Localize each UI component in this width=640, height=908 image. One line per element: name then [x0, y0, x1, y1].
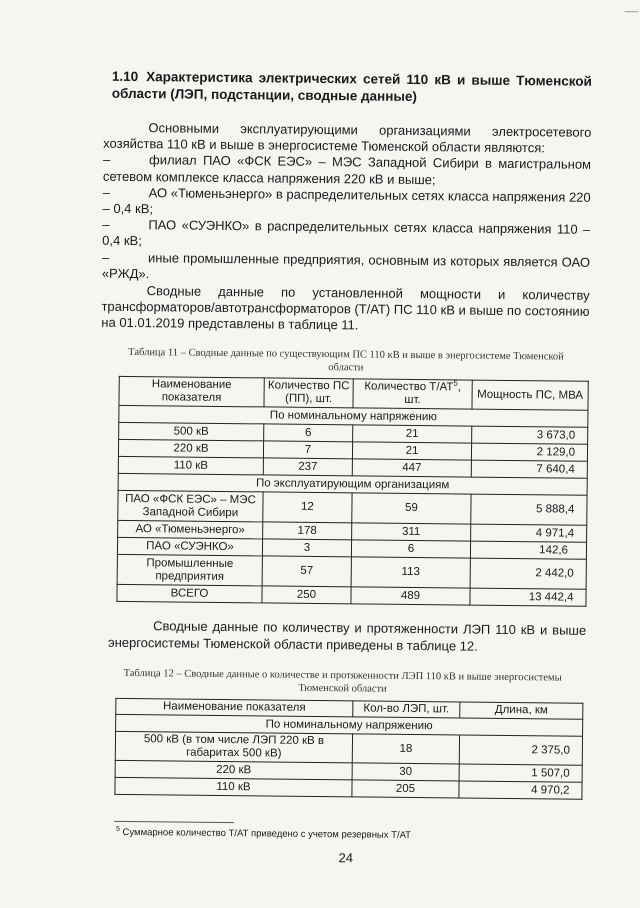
table-11 — [116, 376, 588, 607]
section-row: По эксплуатирующим организациям — [118, 473, 587, 495]
table-row: Промышленные предприятия 57 113 2 442,0 — [117, 554, 586, 589]
table-row: АО «Тюменьэнерго» 178 311 4 971,4 — [118, 520, 587, 542]
intro-paragraph: Основными эксплуатирующими организациями электросетевого хозяйства 110 кВ и выше в энергосистеме Тюменской области являются: — [103, 120, 592, 156]
table-row: ПАО «ФСК ЕЭС» – МЭС Западной Сибири 12 59 5 888,4 — [118, 490, 587, 525]
table-row: 500 кВ (в том числе ЛЭП 220 кВ в габаритах 500 кВ) 18 2 375,0 — [115, 731, 582, 765]
section-number: 1.10 — [111, 68, 139, 85]
table-row-total: ВСЕГО 250 489 13 442,4 — [117, 584, 586, 606]
section-row: По номинальному напряжению — [116, 714, 583, 736]
table12-intro-paragraph: Сводные данные по количеству и протяженности ЛЭП 110 кВ и выше энергосистемы Тюменской области приведены в таблице 12. — [107, 618, 587, 654]
table-row: 220 кВ 30 1 507,0 — [115, 760, 582, 782]
table-row: 110 кВ 237 447 7 640,4 — [118, 456, 587, 478]
header-name: Наименование показателя — [119, 376, 264, 407]
footnote — [116, 827, 576, 844]
header-count: Кол-во ЛЭП, шт. — [353, 701, 460, 718]
table-row: 500 кВ 6 21 3 673,0 — [119, 422, 588, 444]
table-row: ПАО «СУЭНКО» 3 6 142,6 — [117, 537, 586, 559]
corner-mark — [625, 11, 639, 12]
header-name: Наименование показателя — [116, 698, 353, 716]
list-item: – ПАО «СУЭНКО» в распределительных сетях класса напряжения 110 – 0,4 кВ; — [102, 216, 591, 249]
header-count: Количество ПС (ПП), шт. — [264, 378, 353, 408]
footnote-divider — [114, 821, 234, 823]
table12-caption: Таблица 12 – Сводные данные о количестве и протяженности ЛЭП 110 кВ и выше энергосистемы Тюменской области — [123, 667, 562, 695]
header-power: Мощность ПС, МВА — [472, 380, 588, 410]
list-item: – филиал ПАО «ФСК ЕЭС» – МЭС Западной Сибири в магистральном сетевом комплексе класса напряжения 220 кВ и выше; — [102, 152, 592, 187]
footnote-text: Суммарное количество Т/АТ приведено с учетом резервных Т/АТ — [122, 826, 412, 841]
list-item: – иные промышленные предприятия, основным из которых является ОАО «РЖД». — [101, 249, 591, 282]
section-title: Характеристика электрических сетей 110 кВ и выше Тюменской области (ЛЭП, подстанции, сводные данные) — [111, 69, 592, 104]
intro-text — [101, 120, 591, 337]
page-number: 24 — [338, 850, 354, 866]
table11-caption: Таблица 11 – Сводные данные по существующим ПС 110 кВ и выше в энергосистеме Тюменской области — [128, 346, 564, 373]
header-transformers: Количество $Т/АТ^5$, шт. — [353, 379, 472, 409]
list-item: – АО «Тюменьэнерго» в распределительных сетях класса напряжения 220 – 0,4 кВ; — [102, 184, 591, 217]
footnote-mark: 5 — [116, 825, 120, 833]
header-length: Длина, км — [460, 702, 583, 719]
table-row: 220 кВ 7 21 2 129,0 — [118, 439, 587, 461]
summary-paragraph: Сводные данные по установленной мощности и количеству трансформаторов/автотрансформаторов (Т/АТ) ПС 110 кВ и выше по состоянию на 01.01.2019 представлены в таблице 11. — [101, 283, 590, 333]
table-row: 110 кВ 205 4 970,2 — [115, 777, 582, 799]
table-12 — [114, 698, 583, 800]
section-heading — [112, 68, 592, 107]
section-row: По номинальному напряжению — [119, 405, 588, 427]
